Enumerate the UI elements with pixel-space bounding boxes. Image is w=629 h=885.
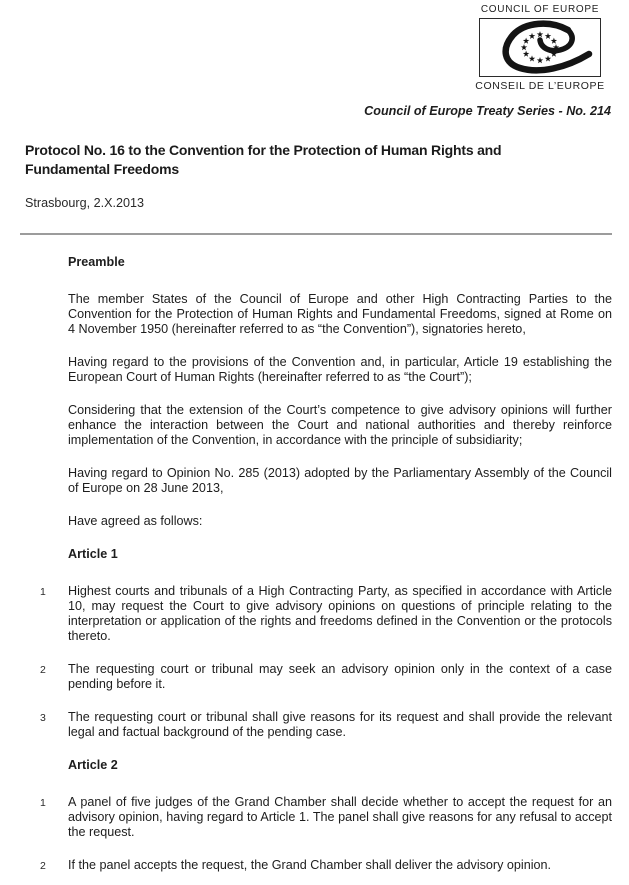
document-body <box>40 255 612 885</box>
article-2-item-1 <box>40 795 612 840</box>
article-1-item-2 <box>40 662 612 692</box>
article-1-heading: Article 1 <box>68 547 118 561</box>
paragraph-text: The requesting court or tribunal may seek an advisory opinion only in the context of a case pending before it. <box>68 662 612 691</box>
place-and-date: Strasbourg, 2.X.2013 <box>25 196 145 210</box>
council-of-europe-emblem-icon <box>479 18 601 77</box>
preamble-paragraph-5: Have agreed as follows: <box>68 514 203 528</box>
preamble-heading: Preamble <box>68 255 125 269</box>
paragraph-number: 2 <box>40 860 46 872</box>
paragraph-text: Highest courts and tribunals of a High Contracting Party, as specified in accordance with Article 10, may request the Court to give advisory opinions on questions of principle relating to the interpretation or application of the rights and freedoms defined in the Convention or the protocols thereto. <box>68 584 612 643</box>
article-2-item-2 <box>40 858 612 873</box>
logo-caption-fr: CONSEIL DE L’EUROPE <box>475 80 605 92</box>
logo-caption-en: COUNCIL OF EUROPE <box>480 4 600 15</box>
article-1-item-3 <box>40 710 612 740</box>
paragraph-text: If the panel accepts the request, the Grand Chamber shall deliver the advisory opinion. <box>68 858 552 872</box>
paragraph-text: A panel of five judges of the Grand Chamber shall decide whether to accept the request for an advisory opinion, having regard to Article 1. The panel shall give reasons for any refusal to accept the request. <box>68 795 612 839</box>
preamble-paragraph-2: Having regard to the provisions of the Convention and, in particular, Article 19 establishing the European Court of Human Rights (hereinafter referred to as “the Court”); <box>68 355 612 384</box>
paragraph-number: 2 <box>40 664 46 676</box>
paragraph-number: 1 <box>40 586 46 598</box>
paragraph-text: The requesting court or tribunal shall give reasons for its request and shall provide the relevant legal and factual background of the pending case. <box>68 710 612 739</box>
divider-rule <box>20 233 612 235</box>
preamble-paragraph-1: The member States of the Council of Europe and other High Contracting Parties to the Convention for the Protection of Human Rights and Fundamental Freedoms, signed at Rome on 4 November 1950 (hereinafter referred to as “the Convention”), signatories hereto, <box>68 292 612 336</box>
paragraph-number: 3 <box>40 712 46 724</box>
treaty-series-line: Council of Europe Treaty Series - No. 214 <box>364 104 611 118</box>
document-title: Protocol No. 16 to the Convention for the Protection of Human Rights and Fundamental Freedoms <box>25 142 502 177</box>
preamble-paragraph-3: Considering that the extension of the Court’s competence to give advisory opinions will further enhance the interaction between the Court and national authorities and thereby reinforce implementation of the Convention, in accordance with the principle of subsidiarity; <box>68 403 612 447</box>
article-2-heading: Article 2 <box>68 758 118 772</box>
paragraph-number: 1 <box>40 797 46 809</box>
preamble-paragraph-4: Having regard to Opinion No. 285 (2013) adopted by the Parliamentary Assembly of the Council of Europe on 28 June 2013, <box>68 466 612 495</box>
council-of-europe-logo <box>467 4 613 92</box>
article-1-item-1 <box>40 584 612 644</box>
